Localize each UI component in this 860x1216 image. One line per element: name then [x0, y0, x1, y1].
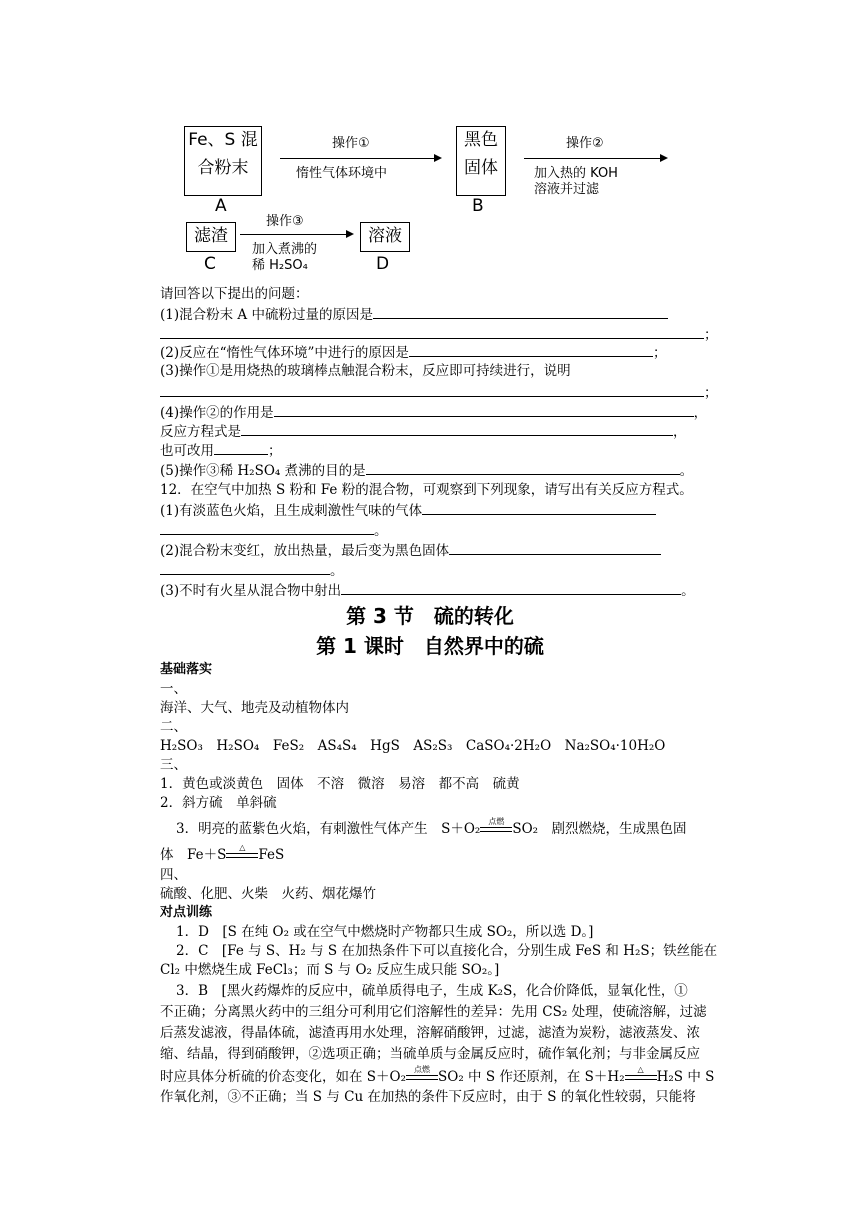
answer-3: 3．B [黑火药爆炸的反应中，硫单质得电子，生成 K₂S，化合价降低，显氧化性，① [176, 983, 688, 999]
arrow-op1 [280, 158, 440, 159]
part-three: 三、 [160, 757, 187, 773]
basic-heading: 基础落实 [160, 662, 213, 677]
question-3: (3)操作①是用烧热的玻璃棒点触混合粉末，反应即可持续进行，说明 [160, 363, 571, 379]
op2-label: 操作② [566, 136, 604, 151]
part-one: 一、 [160, 681, 187, 697]
part-four: 四、 [160, 867, 187, 883]
problem-12-3: (3)不时有火星从混合物中射出 。 [160, 583, 695, 599]
op1-condition: 惰性气体环境中 [296, 166, 388, 181]
op1-label: 操作① [332, 136, 370, 151]
answer-line: 。 [160, 521, 388, 540]
op3-condition-1: 加入煮沸的 [252, 242, 318, 257]
part-two-text: H₂SO₃ H₂SO₄ FeS₂ AS₄S₄ HgS AS₂S₃ CaSO₄·2H₂O Na₂SO₄·10H₂O [160, 738, 666, 754]
answer-3-line6: 作氧化剂，③不正确；当 S 与 Cu 在加热的条件下反应时，由于 S 的氧化性较弱，只能将 [160, 1089, 696, 1105]
section-title: 第 3 节 硫的转化 [346, 604, 514, 628]
arrow-op3 [240, 234, 352, 235]
answer-line: ； [160, 383, 718, 402]
answer-line: 。 [160, 561, 344, 580]
reaction-condition: 点燃 [406, 1073, 438, 1083]
op3-label: 操作③ [266, 214, 304, 229]
part-three-3-cont: 体 Fe＋S △ FeS [160, 842, 285, 863]
reaction-condition: △ [625, 1073, 657, 1083]
question-4: (4)操作②的作用是 ， [160, 405, 708, 421]
answer-3-line4: 缩、结晶，得到硝酸钾，②选项正确；当硫单质与金属反应时，硫作氧化剂；与非金属反应 [160, 1046, 700, 1062]
part-three-3: 3．明亮的蓝紫色火焰，有刺激性气体产生 S＋O₂ 点燃 SO₂ 剧烈燃烧，生成黑色固 [176, 816, 687, 837]
question-4-equation: 反应方程式是 ， [160, 424, 687, 440]
answer-1: 1．D [S 在纯 O₂ 或在空气中燃烧时产物都只生成 SO₂，所以选 D。] [176, 924, 594, 940]
part-two: 二、 [160, 719, 187, 735]
op3-condition-2: 稀 H₂SO₄ [252, 258, 308, 273]
box-solution: 溶液 [360, 222, 410, 252]
part-three-1: 1．黄色或淡黄色 固体 不溶 微溶 易溶 都不高 硫黄 [160, 776, 520, 792]
questions-intro: 请回答以下提出的问题： [160, 286, 309, 302]
label-c: C [204, 254, 216, 274]
answer-3-line3: 后蒸发滤液，得晶体硫，滤渣再用水处理，溶解硝酸钾，过滤，滤渣为炭粉，滤液蒸发、浓 [160, 1025, 700, 1041]
op2-condition-1: 加入热的 KOH [534, 166, 618, 181]
answer-3-line5: 时应具体分析硫的价态变化，如在 S＋O₂ 点燃 SO₂ 中 S 作还原剂，在 S＋H₂ △ H₂S 中 S [160, 1064, 715, 1085]
lesson-title: 第 1 课时 自然界中的硫 [316, 634, 544, 658]
answer-2: 2．C [Fe 与 S、H₂ 与 S 在加热条件下可以直接化合，分别生成 FeS 和 H₂S；铁丝能在 [176, 943, 718, 959]
question-1: (1)混合粉末 A 中硫粉过量的原因是 [160, 305, 668, 324]
answer-3-line2: 不正确；分离黑火药中的三组分可利用它们溶解性的差异：先用 CS₂ 处理，使硫溶解，过滤 [160, 1004, 707, 1020]
box-residue: 滤渣 [186, 222, 236, 252]
part-four-text: 硫酸、化肥、火柴 火药、烟花爆竹 [160, 886, 376, 902]
question-5: (5)操作③稀 H₂SO₄ 煮沸的目的是 。 [160, 463, 694, 479]
box-black-solid: 黑色 固体 [456, 126, 506, 196]
problem-12-2: (2)混合粉末变红，放出热量，最后变为黑色固体 [160, 541, 661, 560]
op2-condition-2: 溶液并过滤 [534, 182, 600, 197]
label-d: D [376, 254, 390, 274]
answer-line: ； [160, 325, 718, 344]
answer-2-cont: Cl₂ 中燃烧生成 FeCl₃；而 S 与 O₂ 反应生成只能 SO₂。] [160, 962, 500, 978]
question-4-alt: 也可改用 ； [160, 443, 282, 459]
part-three-2: 2．斜方硫 单斜硫 [160, 795, 277, 811]
reaction-condition: △ [226, 851, 258, 861]
part-one-text: 海洋、大气、地壳及动植物体内 [160, 700, 349, 716]
reaction-condition: 点燃 [480, 825, 512, 835]
problem-12-1: (1)有淡蓝色火焰，且生成刺激性气味的气体 [160, 501, 656, 520]
problem-12: 12．在空气中加热 S 粉和 Fe 粉的混合物，可观察到下列现象，请写出有关反应方程式。 [160, 482, 693, 498]
practice-heading: 对点训练 [160, 905, 213, 920]
question-2: (2)反应在“惰性气体环境”中进行的原因是 ； [160, 345, 667, 361]
box-mixed-powder: Fe、S 混 合粉末 [184, 126, 262, 196]
label-a: A [215, 196, 227, 216]
label-b: B [472, 196, 484, 216]
arrow-op2 [524, 158, 666, 159]
